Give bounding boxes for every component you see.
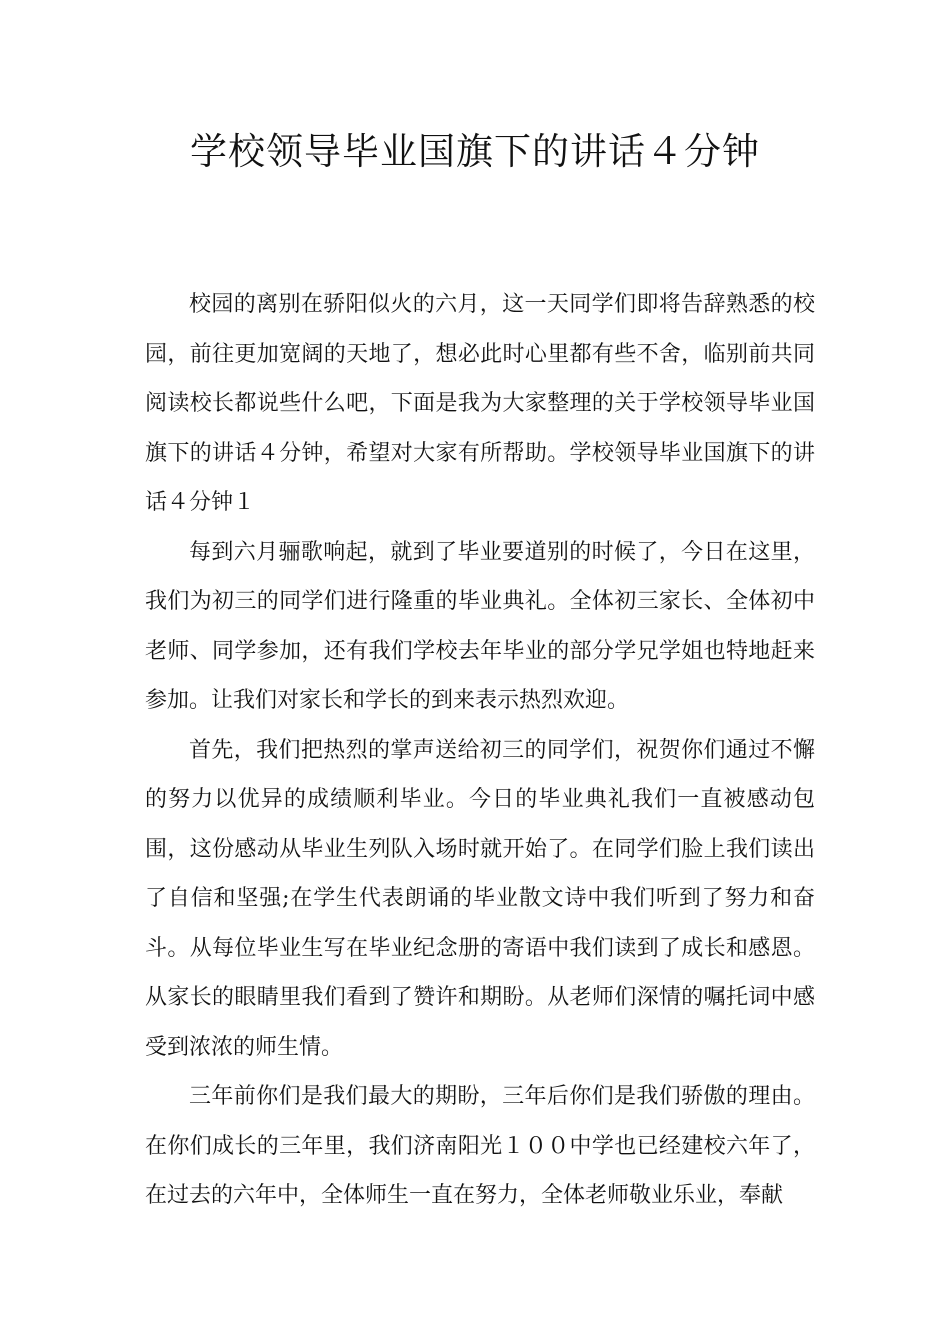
document-body (145, 280, 815, 1221)
document-title: 学校领导毕业国旗下的讲话４分钟 (190, 130, 760, 173)
paragraph-congratulations: 首先，我们把热烈的掌声送给初三的同学们，祝贺你们通过不懈的努力以优异的成绩顺利毕业。今日的毕业典礼我们一直被感动包围，这份感动从毕业生列队入场时就开始了。在同学们脸上我们读出了自信和坚强;在学生代表朗诵的毕业散文诗中我们听到了努力和奋斗。从每位毕业生写在毕业纪念册的寄语中我们读到了成长和感恩。从家长的眼睛里我们看到了赞许和期盼。从老师们深情的嘱托词中感受到浓浓的师生情。 (145, 737, 815, 1060)
paragraph-three-years: 三年前你们是我们最大的期盼，三年后你们是我们骄傲的理由。在你们成长的三年里，我们济南阳光１００中学也已经建校六年了，在过去的六年中，全体师生一直在努力，全体老师敬业乐业，奉献 (145, 1084, 815, 1208)
paragraph-ceremony: 每到六月骊歌响起，就到了毕业要道别的时候了，今日在这里，我们为初三的同学们进行隆重的毕业典礼。全体初三家长、全体初中老师、同学参加，还有我们学校去年毕业的部分学兄学姐也特地赶来参加。让我们对家长和学长的到来表示热烈欢迎。 (145, 539, 815, 713)
paragraph-intro: 校园的离别在骄阳似火的六月，这一天同学们即将告辞熟悉的校园，前往更加宽阔的天地了，想必此时心里都有些不舍，临别前共同阅读校长都说些什么吧，下面是我为大家整理的关于学校领导毕业国旗下的讲话４分钟，希望对大家有所帮助。学校领导毕业国旗下的讲话４分钟１ (145, 292, 815, 515)
